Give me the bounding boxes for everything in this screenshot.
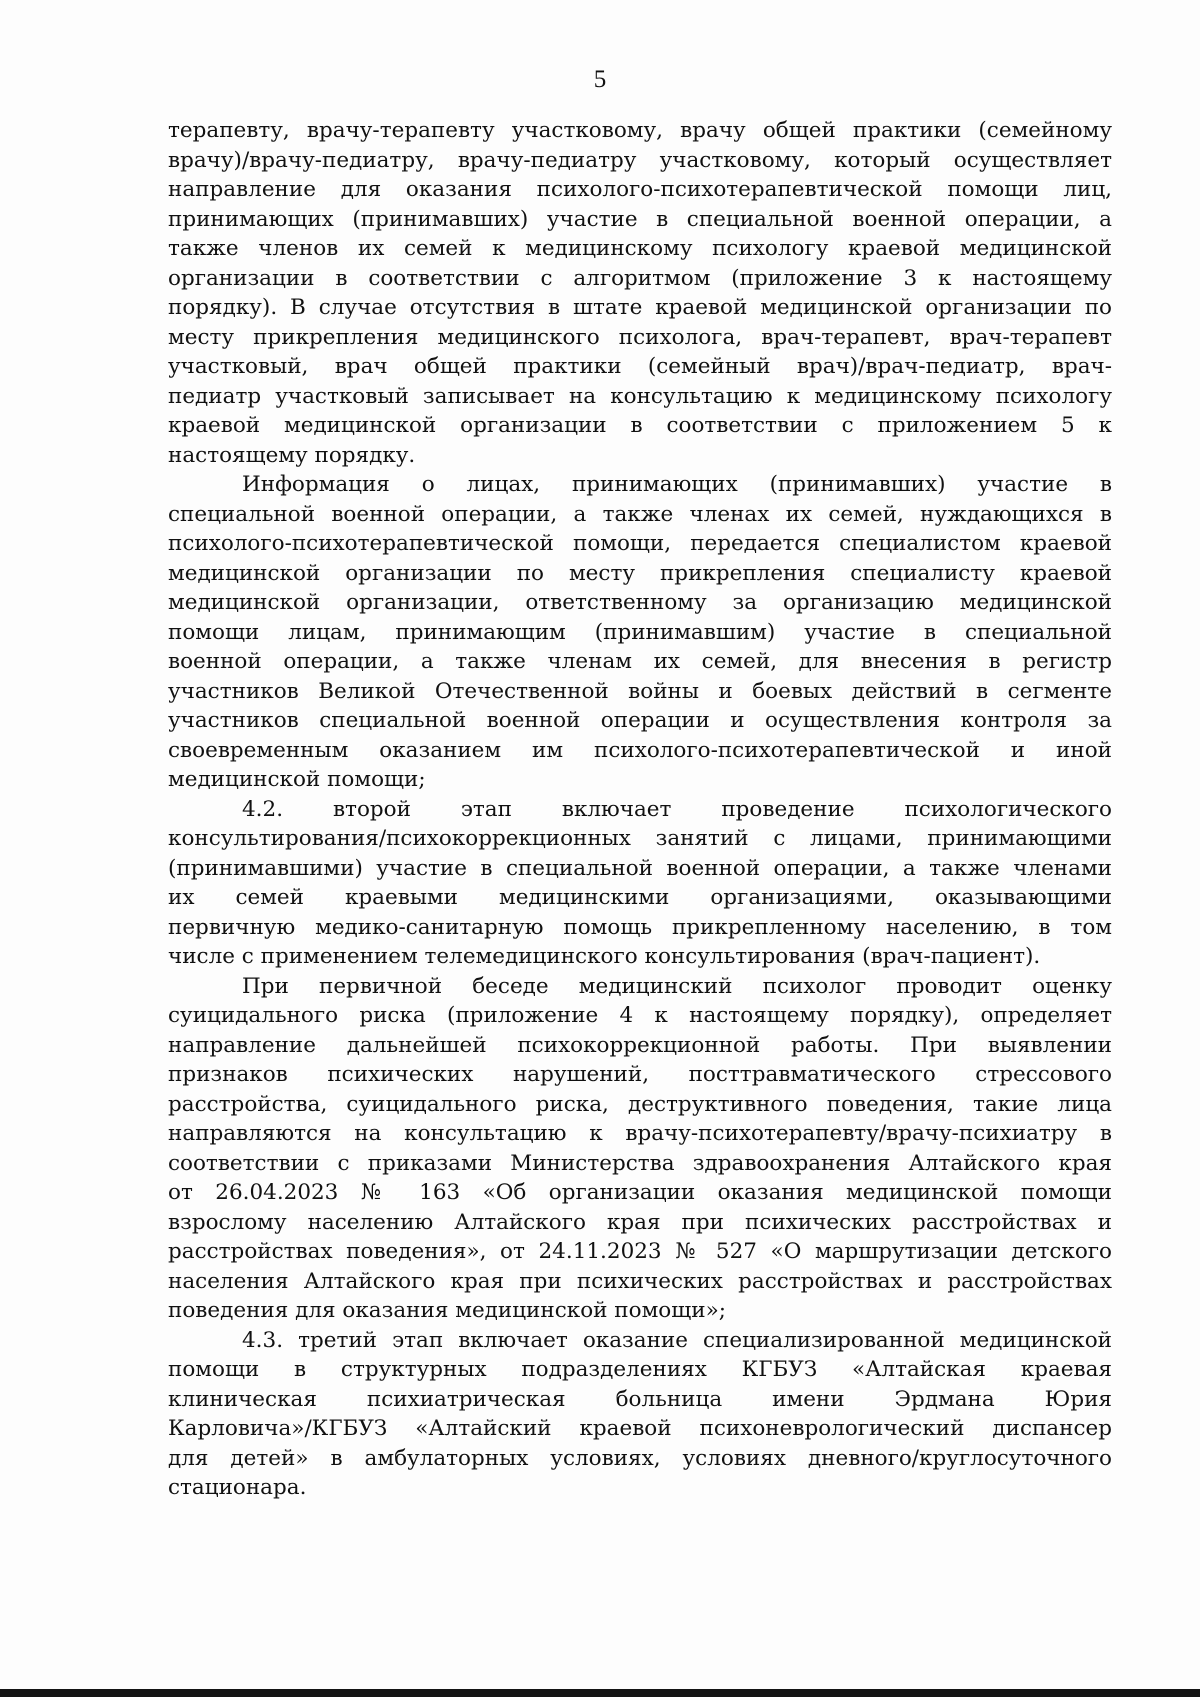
text-line: помощи в структурных подразделениях КГБУЗ «Алтайская краевая xyxy=(168,1357,1112,1382)
text-line: краевой медицинской организации в соответствии с приложением 5 к xyxy=(168,413,1112,438)
text-line: направление дальнейшей психокоррекционной работы. При выявлении xyxy=(168,1032,1112,1058)
text-line: 4.3. третий этап включает оказание специализированной медицинской xyxy=(242,1327,1112,1353)
text-line: первичную медико-санитарную помощь прикрепленному населению, в том xyxy=(168,914,1112,940)
text-line: настоящему порядку. xyxy=(168,442,416,468)
text-line: принимающих (принимавших) участие в специальной военной операции, а xyxy=(168,206,1112,232)
paragraph xyxy=(168,1326,1112,1503)
text-line: медицинской помощи; xyxy=(168,767,426,792)
text-line: военной операции, а также членам их семей, для внесения в регистр xyxy=(168,649,1112,674)
text-line: медицинской организации, ответственному за организацию медицинской xyxy=(168,590,1112,615)
paragraph xyxy=(168,972,1112,1326)
text-line: консультирования/психокоррекционных занятий с лицами, принимающими xyxy=(168,826,1112,851)
text-line: для детей» в амбулаторных условиях, условиях дневного/круглосуточного xyxy=(168,1445,1112,1471)
text-line: стационара. xyxy=(168,1475,307,1500)
text-line: расстройствах поведения», от 24.11.2023 № 527 «О маршрутизации детского xyxy=(168,1239,1112,1264)
document-body xyxy=(168,116,1112,1503)
text-line: месту прикрепления медицинского психолога, врач-терапевт, врач-терапевт xyxy=(168,324,1112,350)
text-line: суицидального риска (приложение 4 к настоящему порядку), определяет xyxy=(168,1003,1112,1028)
page-number: 5 xyxy=(593,66,607,93)
text-line: помощи лицам, принимающим (принимавшим) участие в специальной xyxy=(168,619,1112,645)
text-line: специальной военной операции, а также членах их семей, нуждающихся в xyxy=(168,501,1112,527)
text-line: медицинской организации по месту прикрепления специалисту краевой xyxy=(168,560,1112,586)
text-line: расстройства, суицидального риска, деструктивного поведения, такие лица xyxy=(168,1091,1112,1117)
text-line: направление для оказания психолого-психотерапевтической помощи лиц, xyxy=(168,177,1112,202)
text-line: числе с применением телемедицинского консультирования (врач-пациент). xyxy=(168,944,1041,969)
text-line: участковый, врач общей практики (семейный врач)/врач-педиатр, врач- xyxy=(168,354,1112,379)
text-line: 4.2. второй этап включает проведение психологического xyxy=(242,796,1112,822)
text-line: взрослому населению Алтайского края при психических расстройствах и xyxy=(168,1209,1112,1235)
text-line: участников Великой Отечественной войны и боевых действий в сегменте xyxy=(168,678,1112,704)
text-line: направляются на консультацию к врачу-психотерапевту/врачу-психиатру в xyxy=(168,1121,1112,1146)
text-line: участников специальной военной операции и осуществления контроля за xyxy=(168,708,1112,733)
text-line: порядку). В случае отсутствия в штате краевой медицинской организации по xyxy=(168,295,1112,320)
text-line: также членов их семей к медицинскому психологу краевой медицинской xyxy=(168,236,1112,261)
text-line: Информация о лицах, принимающих (принимавших) участие в xyxy=(242,472,1112,497)
text-line: Карловича»/КГБУЗ «Алтайский краевой психоневрологический диспансер xyxy=(168,1416,1112,1441)
text-line: психолого-психотерапевтической помощи, передается специалистом краевой xyxy=(168,531,1112,556)
text-line: соответствии с приказами Министерства здравоохранения Алтайского края xyxy=(168,1150,1112,1176)
text-line: их семей краевыми медицинскими организациями, оказывающими xyxy=(168,885,1112,910)
text-line: педиатр участковый записывает на консультацию к медицинскому психологу xyxy=(168,383,1112,409)
text-line: терапевту, врачу-терапевту участковому, врачу общей практики (семейному xyxy=(168,118,1112,143)
text-line: (принимавшими) участие в специальной военной операции, а также членами xyxy=(168,855,1112,881)
scan-bottom-edge xyxy=(0,1689,1200,1697)
paragraph xyxy=(168,116,1112,470)
text-line: клиническая психиатрическая больница имени Эрдмана Юрия xyxy=(168,1386,1112,1412)
text-line: При первичной беседе медицинский психолог проводит оценку xyxy=(242,973,1112,999)
paragraph xyxy=(168,470,1112,795)
text-line: врачу)/врачу-педиатру, врачу-педиатру участковому, который осуществляет xyxy=(168,147,1112,173)
paragraph xyxy=(168,795,1112,972)
text-line: признаков психических нарушений, посттравматического стрессового xyxy=(168,1062,1112,1087)
text-line: населения Алтайского края при психических расстройствах и расстройствах xyxy=(168,1268,1112,1294)
text-line: своевременным оказанием им психолого-психотерапевтической и иной xyxy=(168,737,1112,763)
text-line: от 26.04.2023 № 163 «Об организации оказания медицинской помощи xyxy=(168,1180,1112,1205)
text-line: организации в соответствии с алгоритмом (приложение 3 к настоящему xyxy=(168,265,1112,291)
text-line: поведения для оказания медицинской помощи»; xyxy=(168,1298,726,1323)
